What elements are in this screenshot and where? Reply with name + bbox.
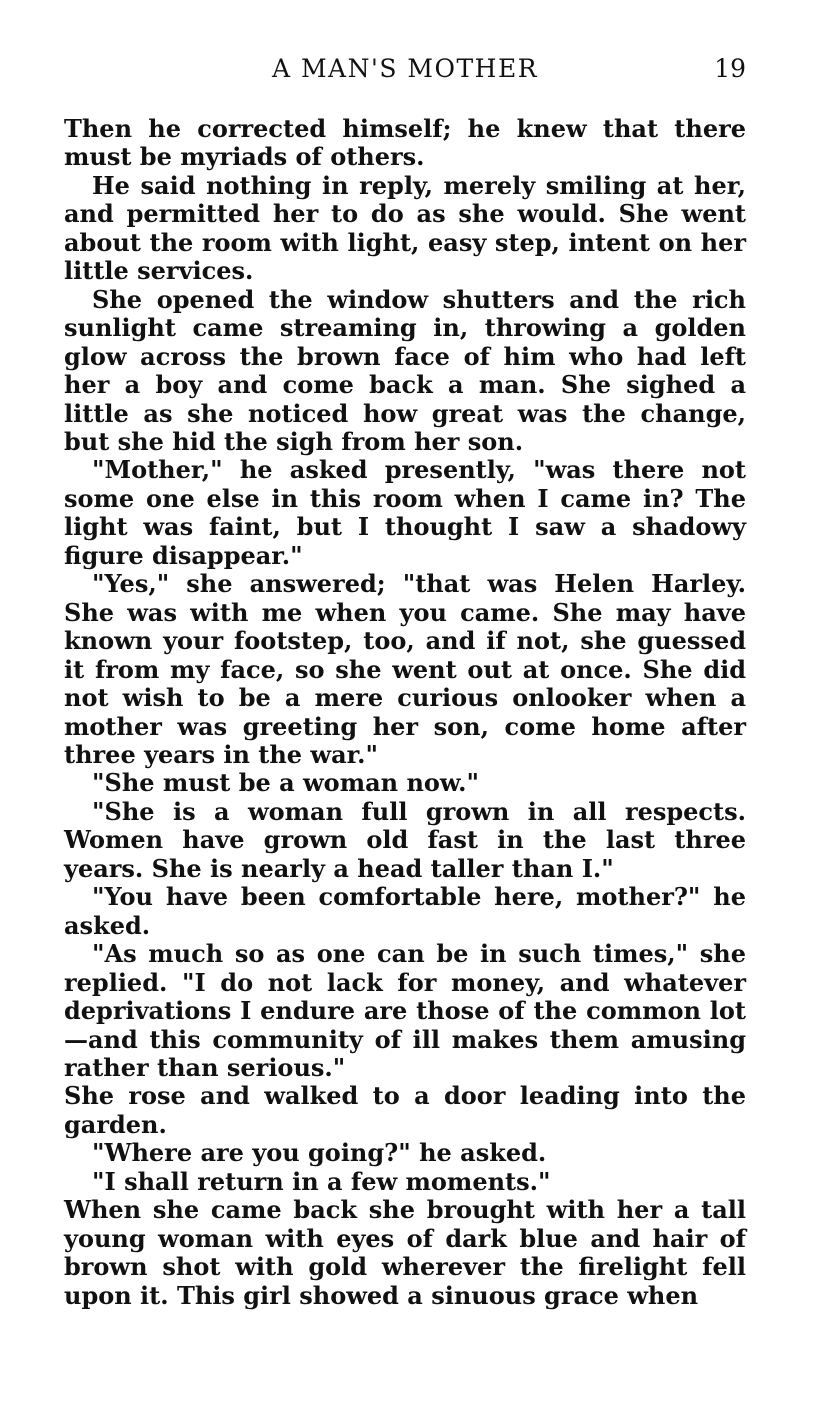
paragraph: "You have been comfortable here, mother?" he asked.	[64, 882, 746, 940]
paragraph: "She must be a woman now."	[92, 768, 479, 798]
paragraph: "I shall return in a few moments."	[92, 1166, 551, 1196]
body-text	[64, 115, 746, 1310]
paragraph: He said nothing in reply, merely smiling at her, and permitted her to do as she would. She went about the room with light, easy step, intent on her little services.	[64, 170, 746, 286]
paragraph: She rose and walked to a door leading into the garden.	[64, 1081, 746, 1139]
paragraph: She opened the window shutters and the rich sunlight came streaming in, throwing a golden glow across the brown face of him who had left her a boy and come back a man. She sighed a little as she noticed how great was the change, but she hid the sigh from her son.	[64, 284, 746, 456]
page-number: 19	[714, 54, 746, 83]
paragraph: "She is a woman full grown in all respects. Women have grown old fast in the last three years. She is nearly a head taller than I."	[64, 796, 746, 883]
running-title: A MAN'S MOTHER	[271, 54, 539, 83]
paragraph: When she came back she brought with her a tall young woman with eyes of dark blue and hair of brown shot with gold wherever the firelight fell upon it. This girl showed a sinuous grace when	[64, 1195, 746, 1310]
paragraph: "As much so as one can be in such times," she replied. "I do not lack for money, and whatever deprivations I endure are those of the common lot—and this community of ill makes them amusing rather than serious."	[64, 939, 746, 1082]
paragraph: "Yes," she answered; "that was Helen Harley. She was with me when you came. She may have known your footstep, too, and if not, she guessed it from my face, so she went out at once. She did not wish to be a mere curious onlooker when a mother was greeting her son, come home after three years in the war."	[64, 569, 746, 769]
paragraph: Then he corrected himself; he knew that there must be myriads of others.	[64, 114, 746, 172]
paragraph: "Where are you going?" he asked.	[92, 1138, 547, 1168]
paragraph: "Mother," he asked presently, "was there not some one else in this room when I came in? The light was faint, but I thought I saw a shadowy figure disappear."	[64, 455, 746, 570]
running-head	[64, 52, 746, 86]
